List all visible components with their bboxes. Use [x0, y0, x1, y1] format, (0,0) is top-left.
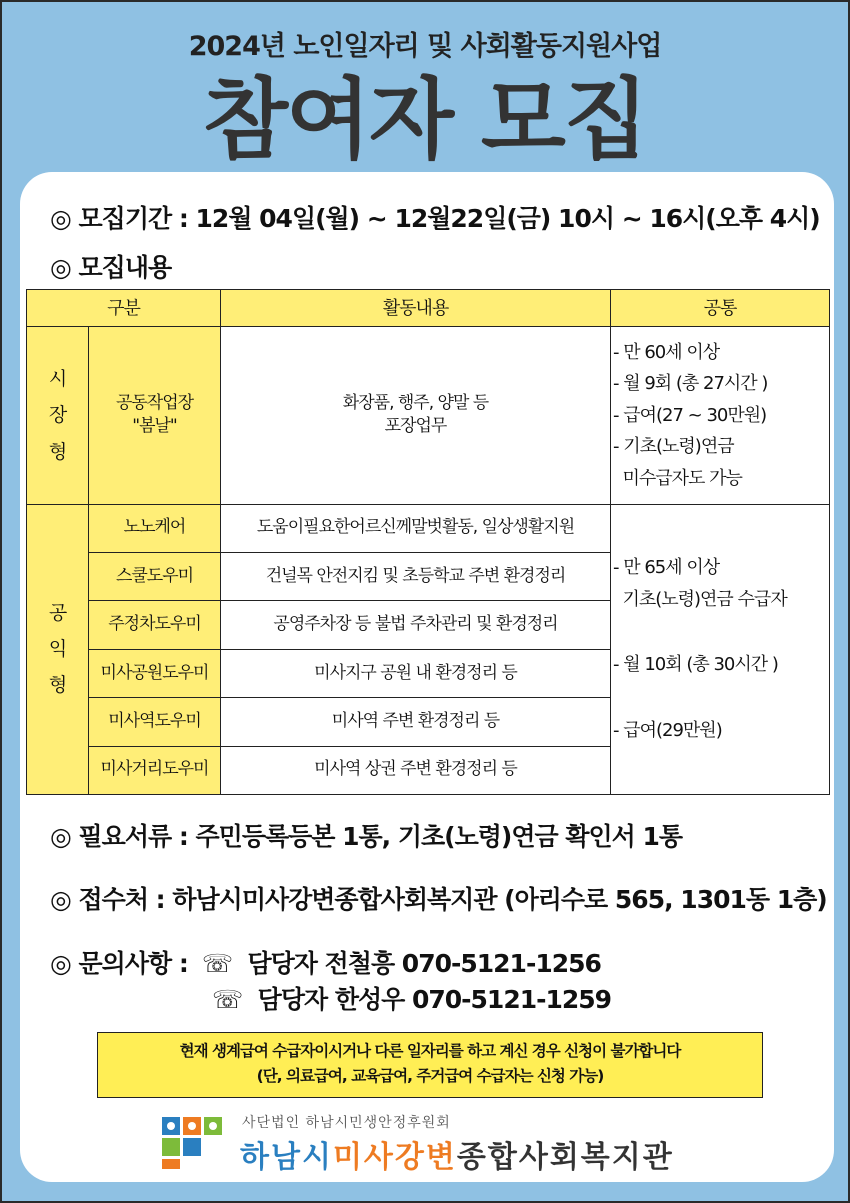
content-heading: ◎ 모집내용 [50, 253, 172, 282]
organization-name-part: 종합사회복지관 [456, 1140, 674, 1175]
market-common-line: - 급여(27 ~ 30만원) [613, 404, 767, 426]
required-documents: ◎ 필요서류 : 주민등록등본 1통, 기초(노령)연금 확인서 1통 [50, 822, 683, 851]
public-common-line: - 월 10회 (총 30시간 ) [613, 654, 778, 676]
table-header-row [27, 290, 830, 327]
public-name: 미사역도우미 [89, 698, 221, 746]
market-common [611, 327, 830, 504]
eligibility-notice [97, 1032, 763, 1098]
poster-title: 참여자 모집 [203, 68, 647, 171]
public-name: 스쿨도우미 [89, 553, 221, 601]
market-activity-line2: 포장업무 [384, 416, 447, 437]
market-common-line: 미수급자도 가능 [613, 467, 742, 489]
table-row [27, 504, 830, 552]
recruit-period: ◎ 모집기간 : 12월 04일(월) ~ 12월22일(금) 10시 ~ 16시(오후 4시) [50, 204, 820, 233]
market-name-line1: 공동작업장 [115, 392, 194, 413]
header-category: 구분 [27, 290, 221, 327]
inquiry-contact: ☏ 담당자 전철흥 070-5121-1256 [201, 949, 601, 978]
public-common-line: - 만 65세 이상 [613, 557, 720, 579]
public-name: 미사거리도우미 [89, 746, 221, 794]
organization-name [240, 1132, 674, 1176]
public-activity: 미사지구 공원 내 환경정리 등 [221, 649, 611, 697]
organization-name-part: 강변 [394, 1140, 457, 1175]
public-activity: 공영주차장 등 불법 주차관리 및 환경정리 [221, 601, 611, 649]
public-activity: 도움이필요한어르신께말벗활동, 일상생활지원 [221, 504, 611, 552]
public-name: 미사공원도우미 [89, 649, 221, 697]
organization-sub: 사단법인 하남시민생안정후원회 [242, 1115, 451, 1131]
public-activity: 미사역 상권 주변 환경정리 등 [221, 746, 611, 794]
public-activity: 건널목 안전지킴 및 초등학교 주변 환경정리 [221, 553, 611, 601]
market-common-line: - 월 9회 (총 27시간 ) [613, 373, 768, 395]
notice-line1: 현재 생계급여 수급자이시거나 다른 일자리를 하고 계신 경우 신청이 불가합니다 [179, 1042, 681, 1060]
public-name: 노노케어 [89, 504, 221, 552]
public-activity: 미사역 주변 환경정리 등 [221, 698, 611, 746]
inquiry-contact: ☏ 담당자 한성우 070-5121-1259 [212, 985, 612, 1014]
market-type [27, 327, 89, 504]
market-name [89, 327, 221, 504]
market-activity [221, 327, 611, 504]
header-common: 공통 [611, 290, 830, 327]
market-activity-line1: 화장품, 행주, 양말 등 [342, 392, 489, 413]
market-name-line2: "봄날" [132, 416, 177, 437]
public-type [27, 504, 89, 794]
poster-subtitle: 2024년 노인일자리 및 사회활동지원사업 [188, 31, 662, 62]
header-activity: 활동내용 [221, 290, 611, 327]
organization-name-part: 하남시 [240, 1140, 333, 1175]
welfare-center-logo-icon [160, 1115, 224, 1171]
inquiry [50, 944, 601, 980]
public-common-line: 기초(노령)연금 수급자 [613, 588, 787, 610]
organization-name-part: 미사 [332, 1140, 395, 1175]
public-name: 주정차도우미 [89, 601, 221, 649]
inquiry-label: ◎ 문의사항 : [50, 949, 188, 978]
market-common-line: - 만 60세 이상 [613, 341, 720, 363]
public-type-label: 공익형 [48, 602, 67, 697]
reception-place: ◎ 접수처 : 하남시미사강변종합사회복지관 (아리수로 565, 1301동 1층) [50, 885, 827, 914]
public-common [611, 504, 830, 794]
recruit-table [26, 289, 830, 795]
public-common-line: - 급여(29만원) [613, 719, 722, 741]
market-common-line: - 기초(노령)연금 [613, 436, 734, 458]
table-row [27, 327, 830, 504]
notice-line2: (단, 의료급여, 교육급여, 주거급여 수급자는 신청 가능) [256, 1067, 604, 1085]
market-type-label: 시장형 [48, 368, 67, 463]
